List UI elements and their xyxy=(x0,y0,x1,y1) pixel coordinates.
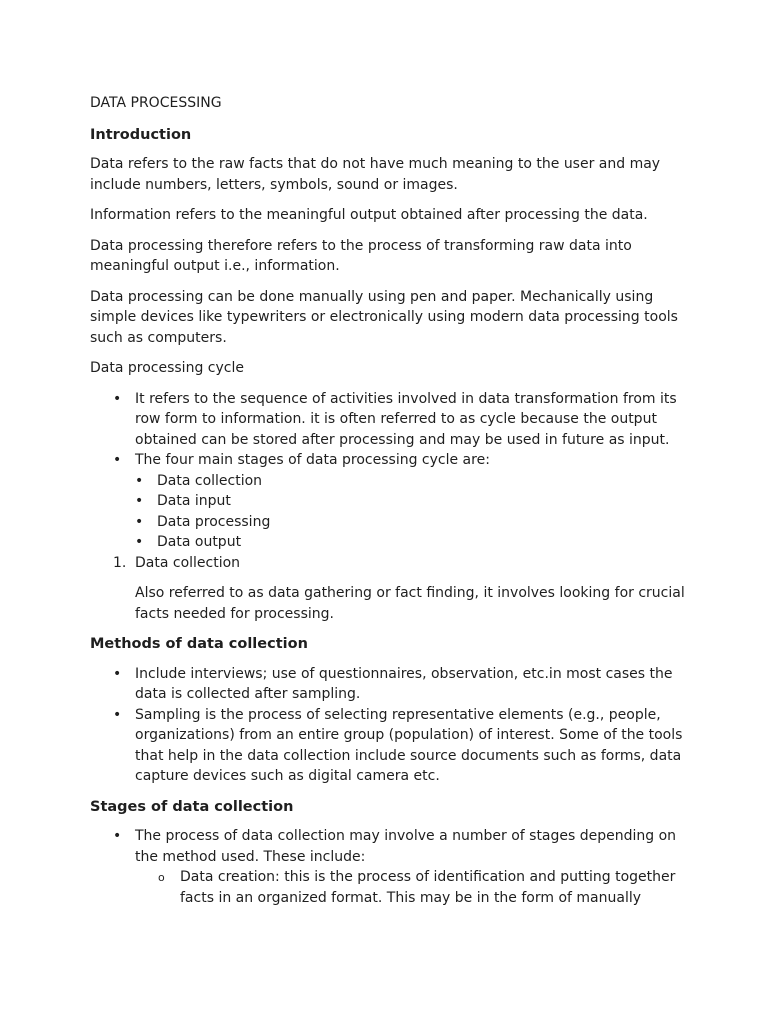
list-item: • Data output xyxy=(135,532,690,553)
document-body xyxy=(90,93,690,908)
list-item: • Data collection xyxy=(135,471,690,492)
list-item xyxy=(90,664,690,705)
stages-list xyxy=(90,826,690,908)
list-item xyxy=(135,867,690,908)
processing-cycle-list xyxy=(90,389,690,553)
circle-bullet-icon: o xyxy=(158,871,165,884)
list-item-text: Data collection xyxy=(135,554,241,571)
section-heading-introduction: Introduction xyxy=(90,126,192,143)
list-number: 1. xyxy=(113,554,127,571)
list-item-text: It refers to the sequence of activities involved in data transformation from its row form to information. it is often referred to as cycle because the output obtained can be stored after processing and may be used in future as input. xyxy=(135,390,677,448)
list-item: • Data processing xyxy=(135,512,690,533)
paragraph-data-collection-description: Also referred to as data gathering or fact finding, it involves looking for crucial facts needed for processing. xyxy=(135,585,685,622)
list-item xyxy=(90,450,690,553)
list-item xyxy=(90,826,690,908)
numbered-item-data-collection xyxy=(90,553,690,574)
section-label-processing-cycle: Data processing cycle xyxy=(90,360,244,376)
list-item: • Data input xyxy=(135,491,690,512)
section-heading-methods: Methods of data collection xyxy=(90,636,308,652)
stages-sub-list xyxy=(135,867,690,908)
paragraph-data-processing-definition: Data processing therefore refers to the process of transforming raw data into meaningful output i.e., information. xyxy=(90,237,632,274)
list-item xyxy=(90,389,690,451)
document-title: DATA PROCESSING xyxy=(90,95,222,111)
list-item-text: Data creation: this is the process of identification and putting together facts in an organized format. This may be in the form of manually xyxy=(180,869,676,906)
section-heading-stages: Stages of data collection xyxy=(90,798,294,815)
list-item xyxy=(90,705,690,787)
list-item-text: The process of data collection may involve a number of stages depending on the method used. These include: xyxy=(135,828,677,865)
list-item-text: The four main stages of data processing cycle are: xyxy=(135,452,490,468)
stage-list xyxy=(135,471,690,553)
methods-list xyxy=(90,664,690,787)
paragraph-information-definition: Information refers to the meaningful output obtained after processing the data. xyxy=(90,207,648,223)
list-item-text: Sampling is the process of selecting representative elements (e.g., people, organizations) from an entire group (population) of interest. Some of the tools that help in the data collection include source documents such as forms, data capture devices such as digital camera etc. xyxy=(135,706,683,784)
list-item-text: Include interviews; use of questionnaires, observation, etc.in most cases the data is collected after sampling. xyxy=(135,665,673,702)
paragraph-data-definition: Data refers to the raw facts that do not have much meaning to the user and may include numbers, letters, symbols, sound or images. xyxy=(90,156,661,193)
paragraph-processing-methods: Data processing can be done manually using pen and paper. Mechanically using simple devices like typewriters or electronically using modern data processing tools such as computers. xyxy=(90,288,678,346)
